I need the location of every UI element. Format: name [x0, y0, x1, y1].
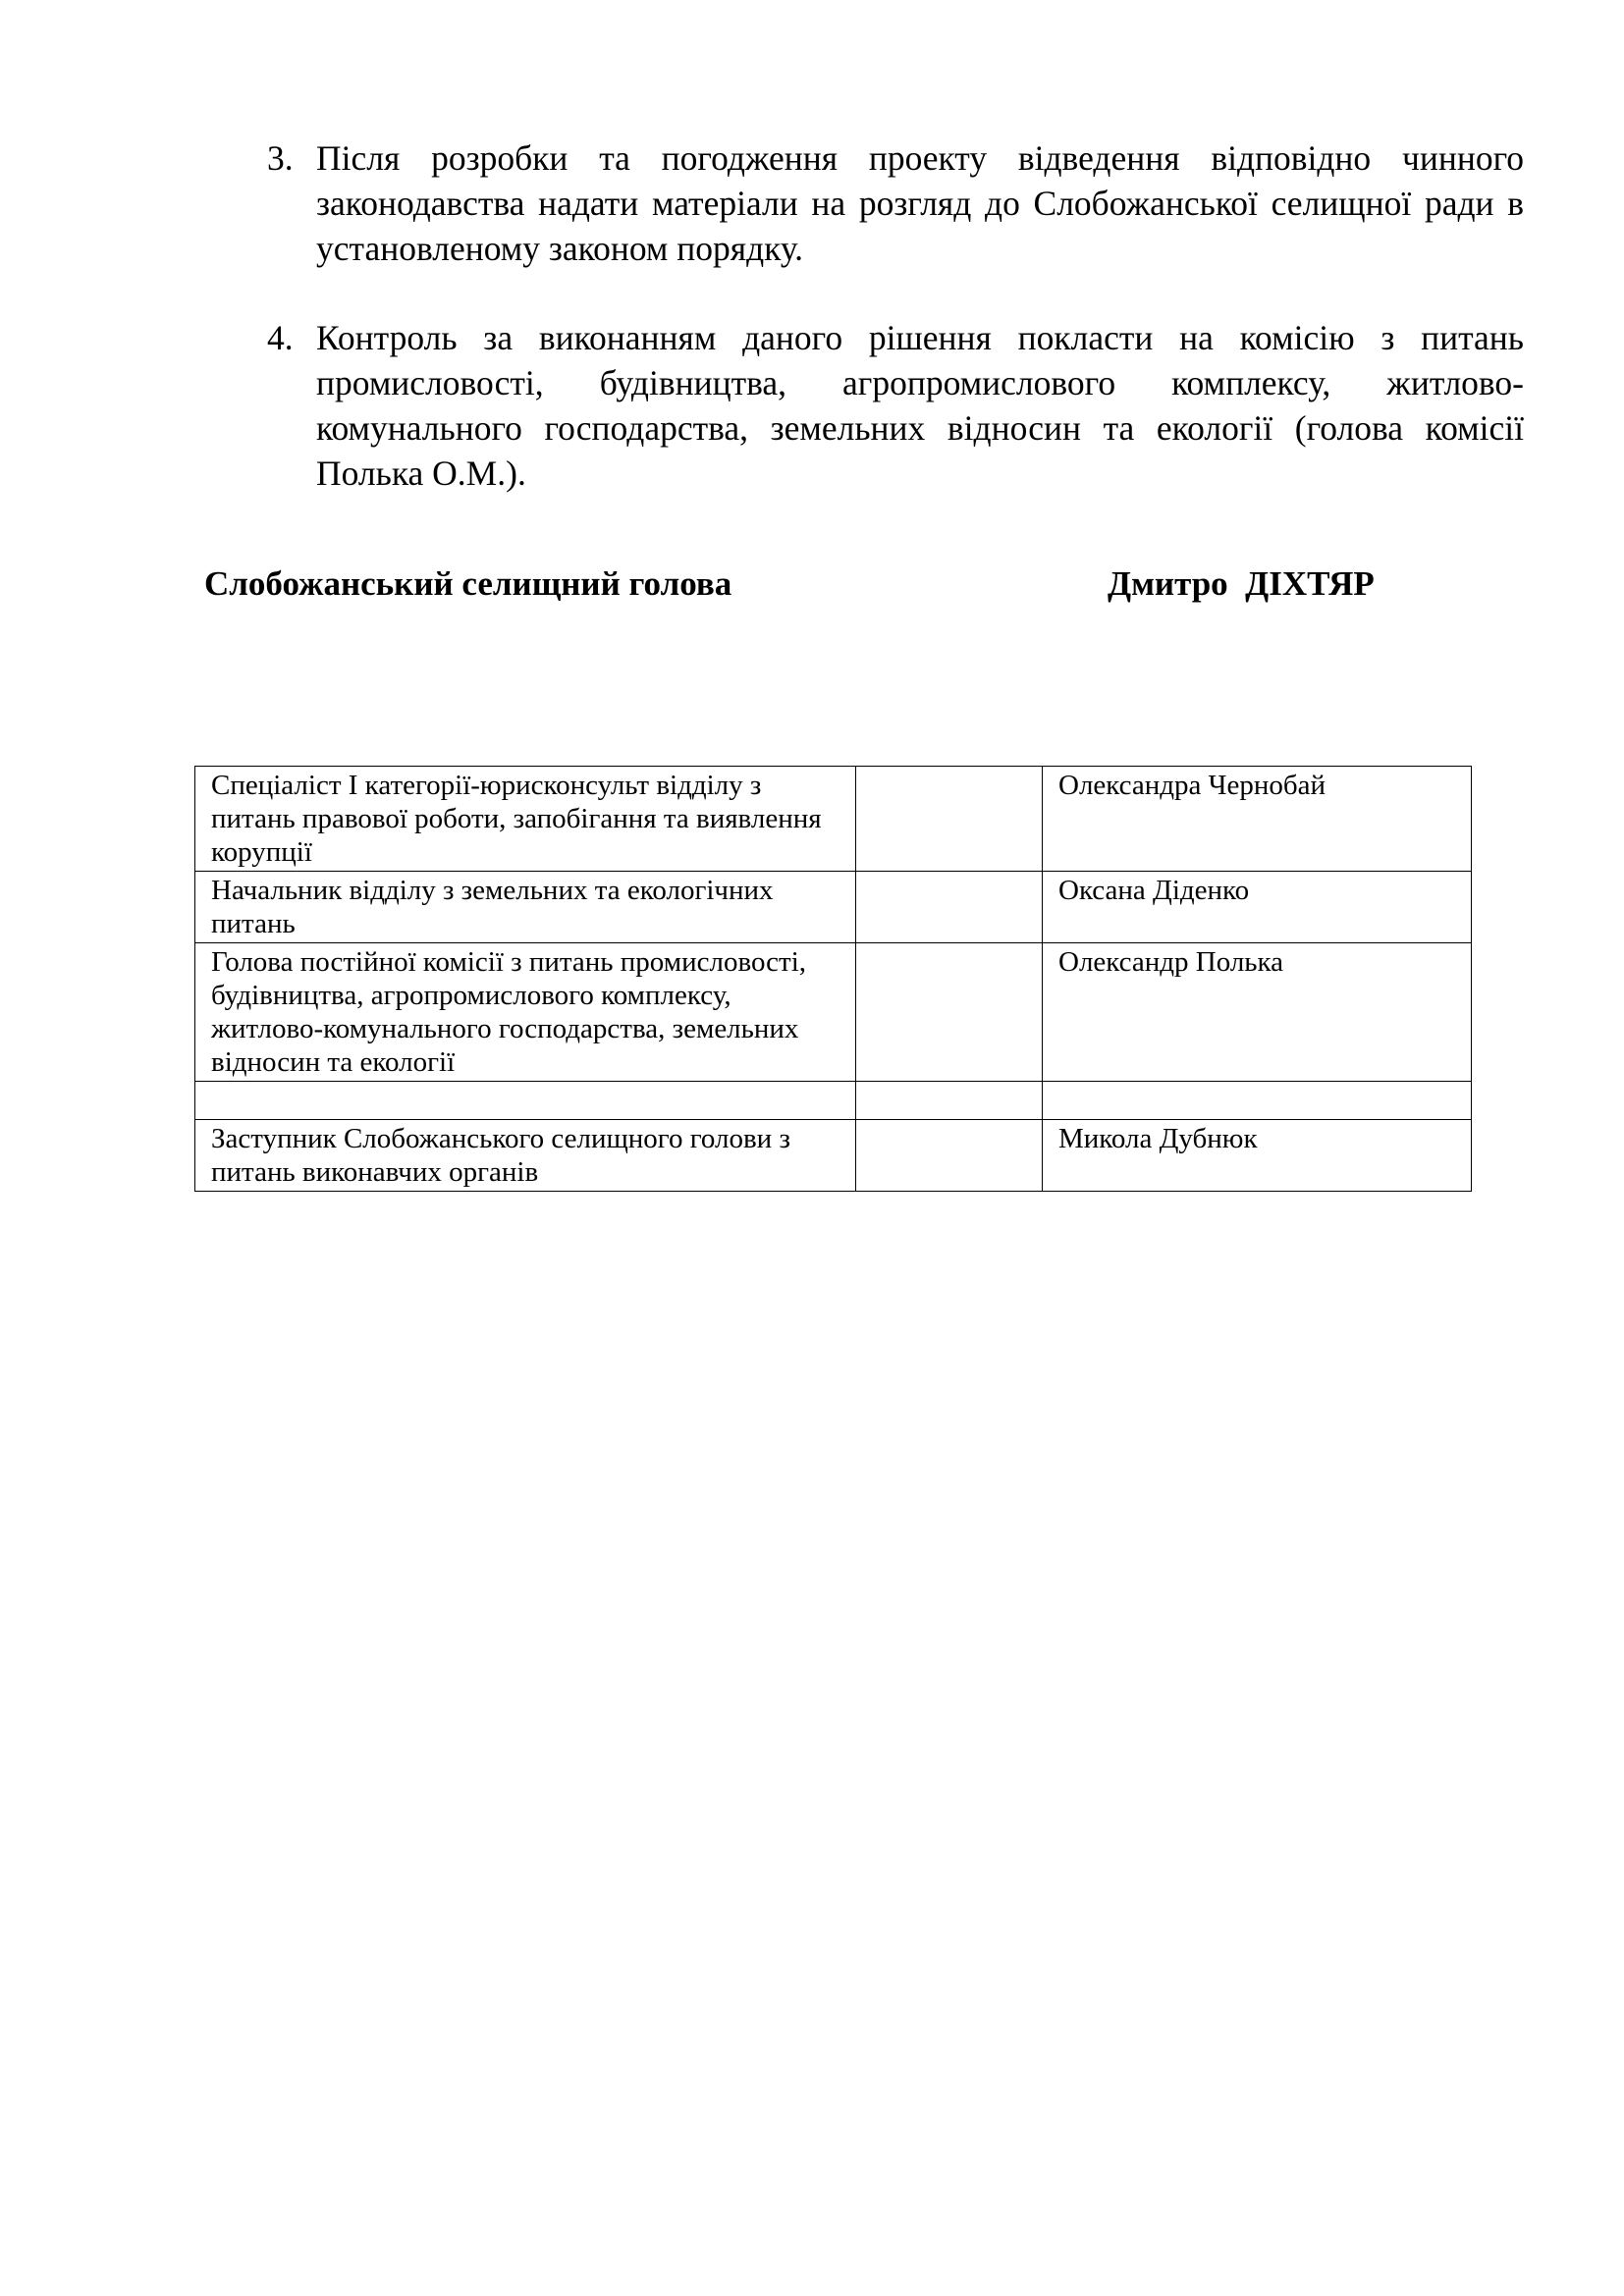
- signature-block: [204, 564, 1422, 614]
- item-text: Після розробки та погодження проекту відведення відповідно чинного законодавства надати матеріали на розгляд до Слобожанської селищної ради в установленому законом порядку.: [316, 138, 1524, 268]
- approval-position: Спеціаліст І категорії-юрисконсульт відділу з питань правової роботи, запобігання та виявлення корупції: [195, 767, 856, 872]
- approval-row: [195, 943, 1472, 1082]
- signature-title: Слобожанський селищний голова: [204, 564, 732, 603]
- approval-position: Голова постійної комісії з питань промисловості, будівництва, агропромислового комплексу, житлово-комунального господарства, земельних відносин та екології: [195, 943, 856, 1082]
- decision-item-4: [267, 315, 1524, 496]
- approval-signature-cell: [856, 767, 1043, 872]
- approval-row-empty: [195, 1082, 1472, 1120]
- approval-table: [194, 766, 1472, 1192]
- item-text: Контроль за виконанням даного рішення покласти на комісію з питань промисловості, будівництва, агропромислового комплексу, житлово-комунального господарства, земельних відносин та екології (голова комісії Полька О.М.).: [316, 318, 1524, 493]
- approval-name: [1043, 1082, 1472, 1120]
- decision-item-3: [267, 135, 1524, 271]
- approval-signature-cell: [856, 943, 1043, 1082]
- approval-signature-cell: [856, 1082, 1043, 1120]
- approval-signature-cell: [856, 1120, 1043, 1192]
- decision-items-list: [267, 135, 1524, 496]
- approval-name: Микола Дубнюк: [1043, 1120, 1472, 1192]
- item-number: 3.: [267, 138, 294, 178]
- signature-name: Дмитро ДІХТЯР: [1108, 564, 1375, 603]
- approval-signature-cell: [856, 872, 1043, 943]
- approval-position: Начальник відділу з земельних та екологічних питань: [195, 872, 856, 943]
- approval-position: Заступник Слобожанського селищного голови з питань виконавчих органів: [195, 1120, 856, 1192]
- item-number: 4.: [267, 318, 294, 357]
- approval-name: Олександр Полька: [1043, 943, 1472, 1082]
- approval-row: [195, 1120, 1472, 1192]
- approval-row: [195, 872, 1472, 943]
- approval-position: [195, 1082, 856, 1120]
- approval-name: Оксана Діденко: [1043, 872, 1472, 943]
- approval-name: Олександра Чернобай: [1043, 767, 1472, 872]
- approval-row: [195, 767, 1472, 872]
